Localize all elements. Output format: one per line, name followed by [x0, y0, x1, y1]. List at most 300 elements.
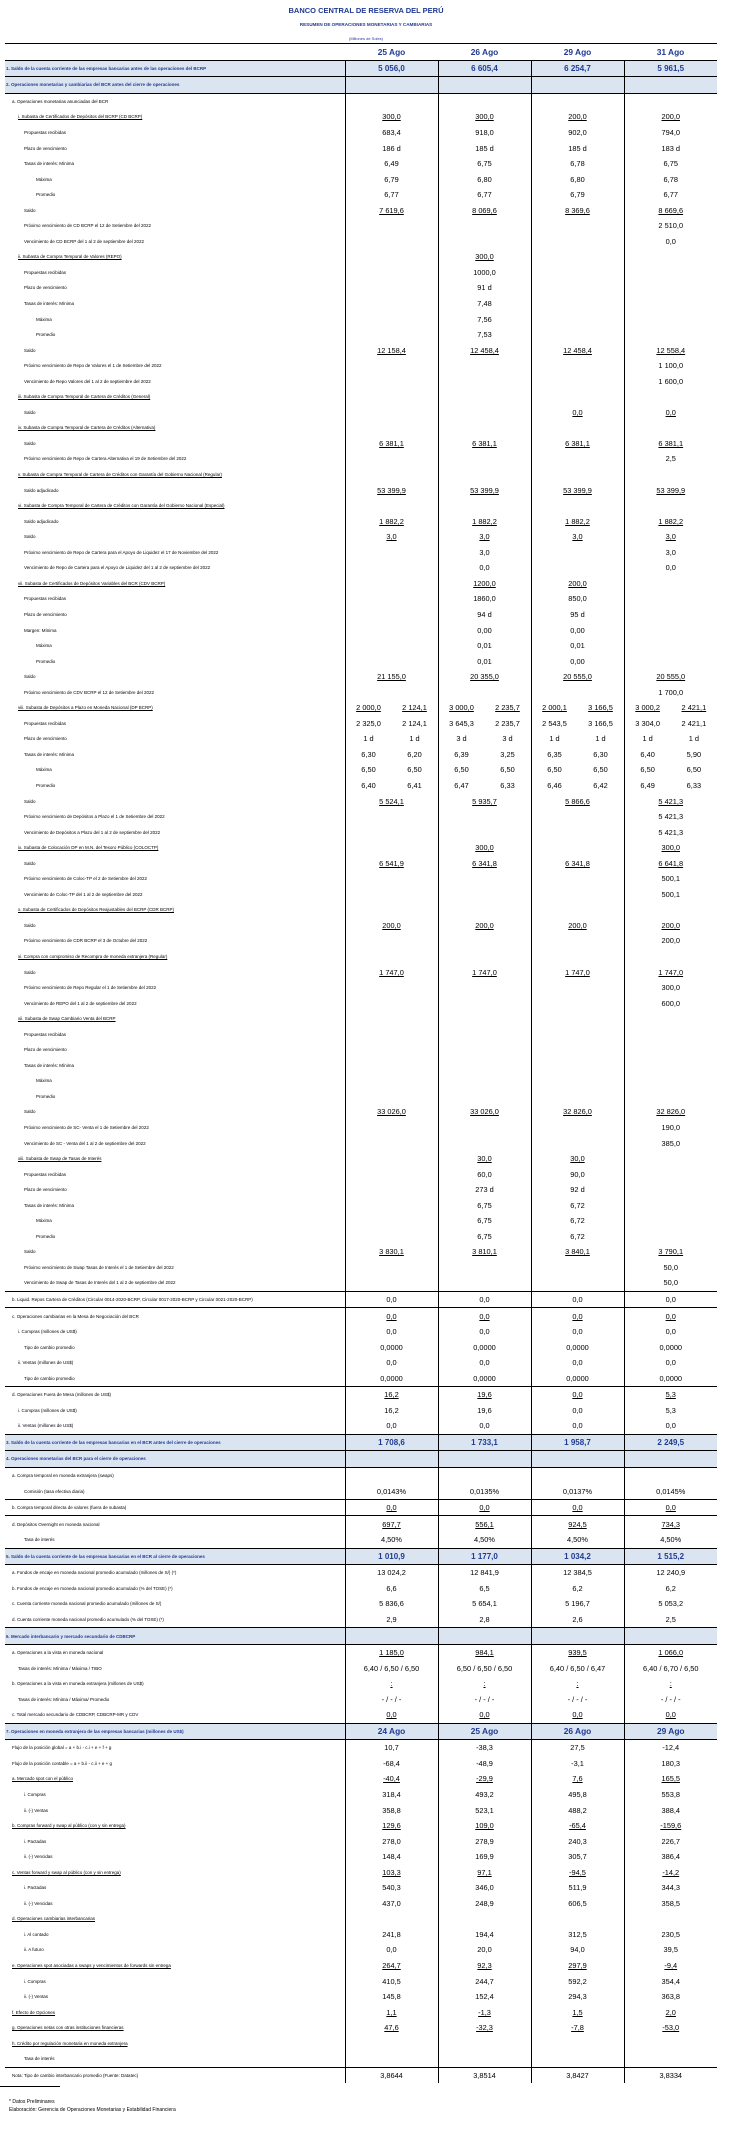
cell-value — [624, 700, 717, 716]
cell-value — [438, 1089, 531, 1105]
cell-value: 12 384,5 — [531, 1565, 624, 1581]
cell-value: 0,0 — [624, 1499, 717, 1516]
cell-subvalue: 2 325,0 — [356, 718, 381, 728]
cell-subvalue: 6,20 — [407, 749, 422, 759]
cell-value: 7,6 — [531, 1771, 624, 1787]
table-row — [5, 296, 717, 312]
cell-value: 8 669,6 — [624, 202, 717, 218]
cell-value — [531, 467, 624, 483]
cell-value: 1 100,0 — [624, 358, 717, 374]
cell-value — [345, 871, 438, 887]
row-label: ix. Subasta de Colocación DP en M.N. del Tesoro Público (COLOCTP) — [18, 845, 159, 851]
cell-value: 10,7 — [345, 1740, 438, 1756]
row-label: Saldo adjudicado — [24, 487, 59, 493]
cell-value: 3,8514 — [438, 2067, 531, 2083]
cell-value: 226,7 — [624, 1833, 717, 1849]
row-label: Margen: Mínima — [24, 627, 57, 633]
cell-value: -48,9 — [438, 1756, 531, 1772]
cell-value — [624, 2051, 717, 2067]
cell-value: - / - / - — [624, 1691, 717, 1707]
cell-value: 33 026,0 — [345, 1104, 438, 1120]
cell-value: 5 053,2 — [624, 1596, 717, 1612]
cell-value — [531, 871, 624, 887]
cell-value — [531, 1467, 624, 1483]
cell-value: 0,0145% — [624, 1483, 717, 1499]
table-row — [5, 467, 717, 483]
cell-value — [345, 653, 438, 669]
cell-value: 1 882,2 — [624, 513, 717, 529]
table-row — [5, 1864, 717, 1880]
cell-value: 6,72 — [531, 1229, 624, 1245]
cell-value — [624, 93, 717, 109]
cell-subvalue: 1 d — [549, 734, 560, 744]
cell-value: 1 177,0 — [438, 1548, 531, 1565]
cell-value: 3,0 — [438, 545, 531, 561]
cell-value — [345, 638, 438, 654]
cell-value — [438, 778, 531, 794]
row-label: Promedio — [36, 332, 56, 338]
row-label: xiii. Subasta de Swap de Tasas de Interés — [18, 1156, 102, 1162]
table-row — [5, 1244, 717, 1260]
table-row — [5, 622, 717, 638]
cell-value — [624, 1011, 717, 1027]
row-label: b. Fondos de encaje en moneda nacional promedio acumulado (% del TOSE) (*) — [12, 1585, 173, 1591]
cell-value: 300,0 — [438, 109, 531, 125]
table-row — [5, 405, 717, 421]
cell-value — [531, 700, 624, 716]
cell-subvalue: 6,46 — [547, 780, 562, 790]
cell-value: 0,0 — [624, 1308, 717, 1324]
row-label: Plazo de vencimiento — [24, 611, 67, 617]
cell-value: 0,01 — [438, 653, 531, 669]
row-label: Saldo — [24, 798, 36, 804]
cell-value: 53 399,9 — [438, 482, 531, 498]
table-row — [5, 933, 717, 949]
cell-value: 230,5 — [624, 1927, 717, 1943]
cell-subvalue: 6,49 — [640, 780, 655, 790]
row-label: Saldo — [24, 347, 36, 353]
cell-value — [438, 405, 531, 421]
cell-value: 984,1 — [438, 1644, 531, 1660]
table-row — [5, 669, 717, 685]
cell-value: 3,8334 — [624, 2067, 717, 2083]
cell-value — [531, 389, 624, 405]
cell-value: 305,7 — [531, 1849, 624, 1865]
section-row — [5, 1723, 717, 1740]
cell-value — [438, 1058, 531, 1074]
cell-value — [345, 684, 438, 700]
cell-value — [345, 622, 438, 638]
cell-value: 3 790,1 — [624, 1244, 717, 1260]
cell-subvalue: 6,33 — [686, 780, 702, 790]
table-row — [5, 187, 717, 203]
cell-value: 20 555,0 — [531, 669, 624, 685]
cell-value — [624, 1229, 717, 1245]
cell-value: 200,0 — [624, 918, 717, 934]
cell-value: 53 399,9 — [624, 482, 717, 498]
cell-subvalue: 1 d — [595, 734, 606, 744]
cell-value — [345, 700, 438, 716]
cell-value: 0,0 — [345, 1942, 438, 1958]
cell-subvalue: 2 124,1 — [402, 718, 427, 728]
cell-value: 5 421,3 — [624, 824, 717, 840]
cell-value: 3 830,1 — [345, 1244, 438, 1260]
cell-value: 241,8 — [345, 1927, 438, 1943]
cell-value — [531, 77, 624, 94]
cell-value: 6,5 — [438, 1581, 531, 1597]
cell-value — [345, 2035, 438, 2051]
cell-value — [345, 1260, 438, 1276]
row-label: 3. Saldo de la cuenta corriente de las empresas bancarias en el BCR antes del cierre de operaciones — [5, 1434, 345, 1451]
table-row — [5, 1927, 717, 1943]
cell-value: 0,0 — [531, 1324, 624, 1340]
cell-value: 6,77 — [345, 187, 438, 203]
cell-value: 8 069,6 — [438, 202, 531, 218]
row-label: Vencimiento de Coloc-TP del 1 al 2 de septiembre del 2022 — [24, 891, 143, 897]
table-row — [5, 1911, 717, 1927]
cell-value — [438, 995, 531, 1011]
cell-value: 6,78 — [624, 171, 717, 187]
cell-value: 1 700,0 — [624, 684, 717, 700]
cell-value: 683,4 — [345, 125, 438, 141]
cell-value — [345, 265, 438, 281]
cell-value — [345, 1911, 438, 1927]
row-label: Saldo — [24, 969, 36, 975]
cell-value: 27,5 — [531, 1740, 624, 1756]
cell-value: 8 369,6 — [531, 202, 624, 218]
cell-value — [624, 280, 717, 296]
cell-value: 540,3 — [345, 1880, 438, 1896]
cell-value — [531, 498, 624, 514]
cell-value: 0,0000 — [438, 1339, 531, 1355]
cell-value — [531, 684, 624, 700]
cell-value: 6,2 — [531, 1581, 624, 1597]
cell-value — [624, 265, 717, 281]
cell-subvalue: 2 124,1 — [402, 703, 427, 713]
table-row — [5, 1740, 717, 1756]
cell-value: 16,2 — [345, 1387, 438, 1403]
cell-value: -32,3 — [438, 2020, 531, 2036]
cell-subvalue: 6,40 — [361, 780, 376, 790]
cell-value: 1,1 — [345, 2004, 438, 2020]
row-label: Próximo vencimiento de Coloc-TP el 2 de Setiembre del 2022 — [24, 876, 147, 882]
cell-value: 0,0 — [531, 1387, 624, 1403]
row-label: Próximo vencimiento de Repo de Cartera Alternativa el 19 de Setiembre del 2022 — [24, 456, 187, 462]
cell-subvalue: 3 000,2 — [635, 703, 660, 713]
cell-value: 186 d — [345, 140, 438, 156]
cell-value: 92,3 — [438, 1958, 531, 1974]
table-row — [5, 887, 717, 903]
cell-value: - / - / - — [531, 1691, 624, 1707]
table-row — [5, 1644, 717, 1660]
row-label: Tipo de cambio promedio — [24, 1375, 75, 1381]
cell-value: 0,00 — [438, 622, 531, 638]
row-label: a. Compra temporal en moneda extranjera (swaps) — [12, 1473, 114, 1479]
row-label: i. Compras (millones de US$) — [18, 1407, 77, 1413]
row-label: i. Subasta de Certificados de Depósitos del BCRP (CD BCRP) — [18, 114, 143, 120]
cell-value — [345, 1182, 438, 1198]
cell-subvalue: 6,50 — [500, 765, 515, 775]
cell-value: 30,0 — [531, 1151, 624, 1167]
cell-subvalue: 6,39 — [454, 749, 469, 759]
cell-value: 346,0 — [438, 1880, 531, 1896]
cell-value: 1 034,2 — [531, 1548, 624, 1565]
table-row — [5, 1182, 717, 1198]
cell-subvalue: 3 166,5 — [588, 703, 613, 713]
row-label: a. Mercado spot con el público — [12, 1776, 74, 1782]
cell-value — [531, 887, 624, 903]
table-row — [5, 871, 717, 887]
table-row — [5, 1516, 717, 1532]
row-label: Máxima — [36, 767, 52, 773]
cell-value — [345, 451, 438, 467]
cell-value: 5 421,3 — [624, 809, 717, 825]
cell-value: 129,6 — [345, 1818, 438, 1834]
row-label: Máxima — [36, 1218, 52, 1224]
row-label: 6. Mercado interbancario y mercado secundario de CDBCRP — [5, 1628, 345, 1645]
cell-value: 6,79 — [531, 187, 624, 203]
table-row — [5, 1151, 717, 1167]
cell-value — [624, 1151, 717, 1167]
row-label: Vencimiento de SC - Venta del 1 al 2 de septiembre del 2022 — [24, 1140, 146, 1146]
table-row — [5, 218, 717, 234]
cell-value — [624, 949, 717, 965]
cell-value — [438, 1467, 531, 1483]
cell-value — [624, 1073, 717, 1089]
row-label: Saldo — [24, 674, 36, 680]
cell-value: 300,0 — [624, 980, 717, 996]
table-row — [5, 949, 717, 965]
cell-value: -9,4 — [624, 1958, 717, 1974]
section-row — [5, 1451, 717, 1468]
cell-value: 6,77 — [438, 187, 531, 203]
row-label: Promedio — [36, 192, 56, 198]
row-label: Vencimiento de Swap de Tasas de Interés del 1 al 2 de septiembre del 2022 — [24, 1280, 176, 1286]
cell-value: 600,0 — [624, 995, 717, 1011]
cell-subvalue: 1 d — [363, 734, 374, 744]
cell-value — [438, 824, 531, 840]
cell-value: 6 605,4 — [438, 60, 531, 77]
cell-value — [531, 265, 624, 281]
cell-value: 0,0 — [531, 1707, 624, 1723]
table-row — [5, 451, 717, 467]
cell-value: 488,2 — [531, 1802, 624, 1818]
row-label: 2. Operaciones monetarias y cambiarias del BCR antes del cierre de operaciones — [5, 77, 345, 94]
cell-value: 278,9 — [438, 1833, 531, 1849]
cell-value: 200,0 — [531, 576, 624, 592]
table-row — [5, 1058, 717, 1074]
cell-value: 50,0 — [624, 1275, 717, 1291]
row-label: i. Pactadas — [24, 1838, 47, 1844]
cell-value: 1,5 — [531, 2004, 624, 2020]
cell-value: 0,0 — [624, 405, 717, 421]
cell-value — [345, 1451, 438, 1468]
cell-value — [438, 389, 531, 405]
cell-value: -94,5 — [531, 1864, 624, 1880]
cell-value — [438, 93, 531, 109]
cell-value — [438, 716, 531, 732]
cell-value: 109,0 — [438, 1818, 531, 1834]
cell-value: 6 641,8 — [624, 855, 717, 871]
cell-value: 0,0 — [531, 405, 624, 421]
cell-value: 0,0143% — [345, 1483, 438, 1499]
cell-value: 60,0 — [438, 1166, 531, 1182]
cell-value: 6 381,1 — [624, 436, 717, 452]
cell-value: 1 733,1 — [438, 1434, 531, 1451]
cell-value: 0,0 — [531, 1355, 624, 1371]
table-row — [5, 762, 717, 778]
cell-value — [624, 1026, 717, 1042]
cell-value — [531, 234, 624, 250]
row-label: vii. Subasta de Certificados de Depósitos Variables del BCR (CDV BCRP) — [18, 580, 166, 586]
row-label: a. Fondos de encaje en moneda nacional promedio acumulado (millones de S/) (*) — [12, 1570, 177, 1576]
cell-value: -29,9 — [438, 1771, 531, 1787]
row-label: Propuestas recibidas — [24, 269, 67, 275]
cell-value: 5 866,6 — [531, 793, 624, 809]
cell-value — [438, 373, 531, 389]
cell-value: 4,50% — [438, 1532, 531, 1548]
cell-subvalue: 5,90 — [686, 749, 702, 759]
cell-value — [345, 1073, 438, 1089]
cell-value: 0,0 — [531, 1418, 624, 1434]
row-label: a. Operaciones monetarias anunciadas del BCR — [12, 98, 109, 104]
row-label: Máxima — [36, 316, 52, 322]
cell-value — [438, 1135, 531, 1151]
cell-value — [624, 591, 717, 607]
table-row — [5, 1229, 717, 1245]
row-label: Propuestas recibidas — [24, 1171, 67, 1177]
table-row — [5, 1120, 717, 1136]
table-row — [5, 482, 717, 498]
row-label: Flujo de la posición global = a + b.i - c.i + e + f + g — [12, 1745, 112, 1751]
cell-value — [345, 902, 438, 918]
cell-value: 0,0000 — [438, 1370, 531, 1386]
cell-value: 2,6 — [531, 1612, 624, 1628]
cell-value — [531, 949, 624, 965]
cell-value: 6,50 / 6,50 / 6,50 — [438, 1660, 531, 1676]
cell-value: 294,3 — [531, 1989, 624, 2005]
row-label: a. Operaciones a la vista en moneda nacional — [12, 1650, 104, 1656]
table-row — [5, 591, 717, 607]
table-row — [5, 684, 717, 700]
cell-value — [438, 1451, 531, 1468]
row-label: Próximo vencimiento de CD BCRP el 12 de Setiembre del 2022 — [24, 223, 151, 229]
table-row — [5, 902, 717, 918]
cell-value — [624, 1197, 717, 1213]
cell-value — [531, 731, 624, 747]
row-label: Vencimiento de CD BCRP del 1 al 2 de septiembre del 2022 — [24, 238, 144, 244]
header-spacer — [5, 44, 345, 61]
cell-value: 0,0 — [531, 1499, 624, 1516]
table-row — [5, 560, 717, 576]
cell-value: -38,3 — [438, 1740, 531, 1756]
table-row — [5, 1166, 717, 1182]
cell-value: 1 708,6 — [345, 1434, 438, 1451]
cell-value — [345, 1275, 438, 1291]
table-row — [5, 265, 717, 281]
cell-value: 264,7 — [345, 1958, 438, 1974]
row-label: Promedio — [36, 658, 56, 664]
table-row — [5, 327, 717, 343]
cell-value: 165,5 — [624, 1771, 717, 1787]
cell-value: 6 341,8 — [438, 855, 531, 871]
cell-value — [531, 716, 624, 732]
table-row — [5, 731, 717, 747]
cell-value: 850,0 — [531, 591, 624, 607]
cell-value — [624, 1911, 717, 1927]
cell-value — [624, 2035, 717, 2051]
table-row — [5, 498, 717, 514]
table-row — [5, 545, 717, 561]
cell-value — [438, 747, 531, 763]
report-units: (Millones de Soles) — [348, 36, 383, 41]
table-row — [5, 1355, 717, 1371]
cell-value: 180,3 — [624, 1756, 717, 1772]
table-row — [5, 995, 717, 1011]
table-row — [5, 638, 717, 654]
cell-value — [438, 731, 531, 747]
cell-value — [345, 234, 438, 250]
cell-value: 0,0 — [624, 1707, 717, 1723]
cell-value: 6 381,1 — [345, 436, 438, 452]
cell-value — [531, 747, 624, 763]
row-label: d. Cuenta corriente moneda nacional promedio acumulado (% del TOSE) (*) — [12, 1616, 164, 1622]
cell-value — [531, 1042, 624, 1058]
cell-value: 6,80 — [531, 171, 624, 187]
cell-subvalue: 3 304,0 — [635, 718, 660, 728]
table-row — [5, 700, 717, 716]
row-label: Tasas de interés: Mínima / Máxima / TIBO — [18, 1665, 102, 1671]
row-label: ii. Subasta de Compra Temporal de Valores (REPO) — [18, 254, 122, 260]
row-label: Saldo — [24, 1249, 36, 1255]
cell-value: 500,1 — [624, 887, 717, 903]
table-row — [5, 280, 717, 296]
table-row — [5, 1989, 717, 2005]
cell-value: -7,8 — [531, 2020, 624, 2036]
cell-value — [624, 638, 717, 654]
cell-subvalue: 2 421,1 — [681, 718, 707, 728]
row-label: ii. Ventas (millones de US$) — [18, 1423, 74, 1429]
cell-value: 5 935,7 — [438, 793, 531, 809]
cell-value: 200,0 — [531, 918, 624, 934]
cell-value: 385,0 — [624, 1135, 717, 1151]
cell-value — [345, 840, 438, 856]
cell-subvalue: 1 d — [409, 734, 420, 744]
cell-value: -14,2 — [624, 1864, 717, 1880]
row-label: d. Depósitos Overnight en moneda nacional — [5, 1516, 345, 1532]
row-label: Máxima — [36, 643, 52, 649]
column-header-row — [5, 44, 717, 61]
cell-value — [624, 1166, 717, 1182]
cell-value: 6,40 / 6,50 / 6,47 — [531, 1660, 624, 1676]
table-row — [5, 171, 717, 187]
row-label: e. Operaciones spot asociadas a swaps y vencimientos de forwards sin entrega — [12, 1962, 171, 1968]
row-label: i. Compras — [24, 1978, 46, 1984]
table-row — [5, 1660, 717, 1676]
cell-value: 0,0 — [438, 1324, 531, 1340]
cell-value: 7 619,6 — [345, 202, 438, 218]
cell-value — [345, 576, 438, 592]
row-label: Promedio — [36, 1093, 56, 1099]
cell-value — [345, 311, 438, 327]
cell-value — [624, 902, 717, 918]
cell-value: 2 249,5 — [624, 1434, 717, 1451]
row-label: Saldo — [24, 409, 36, 415]
report-subtitle: RESUMEN DE OPERACIONES MONETARIAS Y CAMBIARIAS — [299, 22, 433, 27]
cell-value — [345, 824, 438, 840]
cell-value: 6 541,9 — [345, 855, 438, 871]
cell-value — [345, 1166, 438, 1182]
